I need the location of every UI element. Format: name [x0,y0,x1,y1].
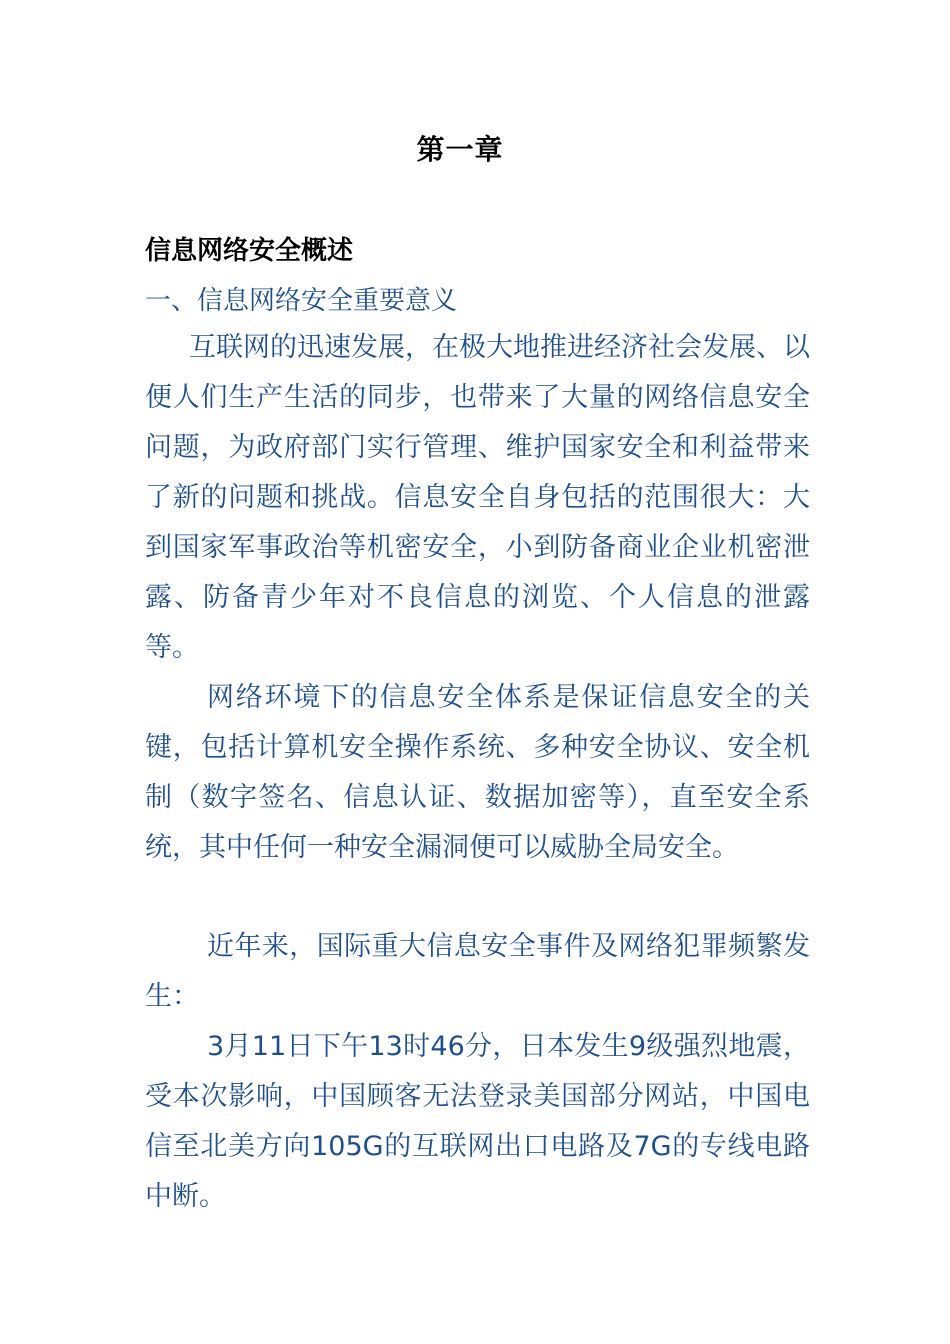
chapter-title: 第一章 [416,133,504,166]
body-paragraph: 网络环境下的信息安全体系是保证信息安全的关键，包括计算机安全操作系统、多种安全协议、安全机制（数字签名、信息认证、数据加密等），直至安全系统，其中任何一种安全漏洞便可以威胁全局安全。 [145,682,810,863]
section-title: 信息网络安全概述 [145,236,354,266]
body-paragraph: 近年来，国际重大信息安全事件及网络犯罪频繁发生： [145,931,810,1012]
body-paragraph: 3月11日下午13时46分，日本发生9级强烈地震，受本次影响，中国顾客无法登录美国部分网站，中国电信至北美方向105G的互联网出口电路及7G的专线电路中断。 [145,1031,810,1212]
subsection-title: 一、信息网络安全重要意义 [145,286,458,316]
body-paragraph: 互联网的迅速发展，在极大地推进经济社会发展、以便人们生产生活的同步，也带来了大量的网络信息安全问题，为政府部门实行管理、维护国家安全和利益带来了新的问题和挑战。信息安全自身包括的范围很大：大到国家军事政治等机密安全，小到防备商业企业机密泄露、防备青少年对不良信息的浏览、个人信息的泄露等。 [145,332,810,663]
